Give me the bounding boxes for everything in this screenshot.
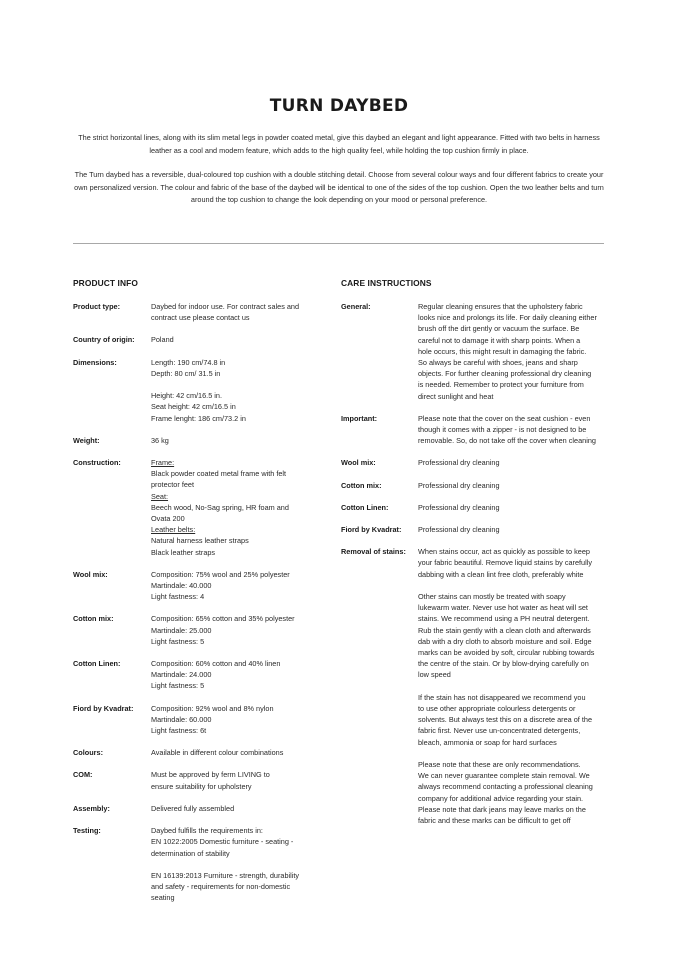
spec-line: Ovata 200 bbox=[151, 514, 185, 524]
spec-row-colours bbox=[73, 747, 323, 758]
page-title: TURN DAYBED bbox=[269, 96, 409, 116]
spec-label: Country of origin: bbox=[73, 335, 135, 345]
spec-label: Colours: bbox=[73, 748, 103, 758]
care-line: solvents. But always test this on a discrete area of the bbox=[418, 715, 592, 725]
spec-row-assembly bbox=[73, 803, 323, 814]
spec-line: Composition: 65% cotton and 35% polyester bbox=[151, 614, 295, 624]
care-paragraph bbox=[418, 759, 611, 826]
spec-label: Fiord by Kvadrat: bbox=[73, 703, 134, 713]
spec-value bbox=[151, 569, 323, 603]
spec-line: Length: 190 cm/74.8 in bbox=[151, 357, 226, 367]
care-line: fabric and these marks can be difficult to get off bbox=[418, 816, 571, 826]
spec-line: determination of stability bbox=[151, 848, 230, 858]
spec-line: Height: 42 cm/16.5 in. bbox=[151, 391, 222, 401]
intro-paragraph-2: The Turn daybed has a reversible, dual-coloured top cushion with a double stitching detail. Choose from several colour ways and four different fabrics to create your own personalized version. The colour and fabric of the base of the daybed will be identical to one of the sides of the top cushion. Open the two leather belts and turn around the top cushion to change the look depending on your mood or personal preference. bbox=[74, 170, 604, 205]
spec-line: Daybed for indoor use. For contract sales and bbox=[151, 302, 300, 311]
spec-line: Must be approved by ferm LIVING to bbox=[151, 770, 270, 780]
spec-line: Black powder coated metal frame with felt bbox=[151, 469, 287, 479]
spec-label: COM: bbox=[73, 770, 93, 780]
spec-value bbox=[151, 703, 323, 737]
spec-value bbox=[151, 357, 323, 424]
frame-subheading: Frame: bbox=[151, 458, 175, 468]
spec-value bbox=[151, 301, 323, 323]
spec-line: 36 kg bbox=[151, 435, 169, 445]
spec-label: Dimensions: bbox=[73, 357, 117, 367]
care-label: Cotton Linen: bbox=[341, 502, 389, 512]
spec-label: Cotton Linen: bbox=[73, 659, 121, 669]
spec-line: seating bbox=[151, 893, 175, 903]
spec-line: Composition: 92% wool and 8% nylon bbox=[151, 703, 274, 713]
seat-subheading: Seat: bbox=[151, 491, 169, 501]
spec-paragraph bbox=[151, 390, 323, 424]
care-line: fabric first. Never use un-concentrated detergents, bbox=[418, 726, 581, 736]
care-line: lukewarm water. Never use hot water as heat will set bbox=[418, 603, 588, 613]
spec-value bbox=[151, 769, 323, 791]
spec-line: Depth: 80 cm/ 31.5 in bbox=[151, 368, 221, 378]
spec-line: Martindale: 25.000 bbox=[151, 625, 212, 635]
care-line: Rub the stain gently with a clean cloth and afterwards bbox=[418, 625, 591, 635]
care-line: the centre of the stain. Or by blow-drying carefully on bbox=[418, 659, 589, 669]
care-label: Removal of stains: bbox=[341, 547, 406, 557]
care-value bbox=[418, 301, 611, 402]
spec-line: Martindale: 40.000 bbox=[151, 581, 212, 591]
spec-line: Light fastness: 6t bbox=[151, 726, 207, 736]
care-line: to use other appropriate colourless detergents or bbox=[418, 704, 576, 714]
care-line: though it comes with a zipper - is not designed to be bbox=[418, 425, 587, 435]
care-line: looks nice and prolongs its life. For daily cleaning either bbox=[418, 313, 597, 323]
care-paragraph bbox=[418, 692, 611, 748]
care-line: marks can be avoided by soft, circular rubbing towards bbox=[418, 648, 595, 658]
care-line: Professional dry cleaning bbox=[418, 525, 500, 535]
care-label: Wool mix: bbox=[341, 458, 376, 468]
care-line: If the stain has not disappeared we recommend you bbox=[418, 692, 586, 702]
care-value bbox=[418, 524, 611, 535]
care-line: So always be careful with shoes, jeans and sharp bbox=[418, 358, 578, 368]
spec-value bbox=[151, 435, 323, 446]
spec-line: and safety - requirements for non-domestic bbox=[151, 882, 291, 892]
care-row-removal-of-stains bbox=[341, 546, 611, 826]
spec-line: ensure suitability for upholstery bbox=[151, 781, 252, 791]
spec-row-wool-mix bbox=[73, 569, 323, 603]
care-line: Professional dry cleaning bbox=[418, 480, 500, 490]
care-line: Please note that these are only recommendations. bbox=[418, 760, 581, 770]
spec-line: Black leather straps bbox=[151, 547, 216, 557]
spec-paragraph bbox=[151, 825, 323, 859]
spec-line: protector feet bbox=[151, 480, 194, 490]
care-instructions-heading: CARE INSTRUCTIONS bbox=[341, 278, 432, 288]
care-line: company for additional advice regarding your stain. bbox=[418, 793, 584, 803]
spec-label: Wool mix: bbox=[73, 569, 108, 579]
care-line: Regular cleaning ensures that the upholstery fabric bbox=[418, 302, 583, 311]
spec-label: Construction: bbox=[73, 458, 121, 468]
spec-row-cotton-linen bbox=[73, 658, 323, 692]
care-label: General: bbox=[341, 302, 371, 311]
care-line: always recommend contacting a professional cleaning bbox=[418, 782, 593, 792]
spec-paragraph bbox=[151, 870, 323, 904]
product-info-section bbox=[73, 278, 323, 915]
spec-line: Daybed fulfills the requirements in: bbox=[151, 826, 263, 836]
care-row-cotton-mix bbox=[341, 480, 611, 491]
care-value bbox=[418, 546, 611, 826]
care-line: When stains occur, act as quickly as possible to keep bbox=[418, 547, 590, 557]
spec-line: Composition: 60% cotton and 40% linen bbox=[151, 659, 281, 669]
care-row-important bbox=[341, 413, 611, 447]
care-row-general bbox=[341, 301, 611, 402]
care-label: Fiord by Kvadrat: bbox=[341, 525, 402, 535]
care-line: bleach, ammonia or soap for hard surfaces bbox=[418, 737, 557, 747]
care-line: is needed. Remember to protect your furniture from bbox=[418, 380, 584, 390]
care-line: stains. We recommend using a PH neutral detergent. bbox=[418, 614, 590, 624]
care-line: Professional dry cleaning bbox=[418, 458, 500, 468]
care-label: Important: bbox=[341, 413, 378, 423]
care-line: We can never guarantee complete stain removal. We bbox=[418, 771, 590, 781]
spec-line: Light fastness: 5 bbox=[151, 636, 205, 646]
spec-label: Testing: bbox=[73, 826, 101, 836]
spec-line: contract use please contact us bbox=[151, 313, 250, 323]
intro-paragraph-1: The strict horizontal lines, along with its slim metal legs in powder coated metal, give this daybed an elegant and light appearance. Fitted with two belts in harness leather as a cool and modern feature, which adds to the high quality feel, while holding the top cushion firmly in place. bbox=[78, 133, 600, 155]
care-line: brush off the dirt gently or vacuum the surface. Be bbox=[418, 324, 580, 334]
spec-row-weight bbox=[73, 435, 323, 446]
spec-line: Martindale: 24.000 bbox=[151, 670, 212, 680]
spec-line: Beech wood, No-Sag spring, HR foam and bbox=[151, 502, 289, 512]
spec-row-country-of-origin bbox=[73, 334, 323, 345]
care-line: Please note that dark jeans may leave marks on the bbox=[418, 804, 586, 814]
spec-line: Delivered fully assembled bbox=[151, 803, 235, 813]
care-row-cotton-linen bbox=[341, 502, 611, 513]
spec-line: EN 16139:2013 Furniture - strength, durability bbox=[151, 870, 300, 880]
care-label: Cotton mix: bbox=[341, 480, 382, 490]
care-line: dabbing with a clean lint free cloth, preferably white bbox=[418, 569, 584, 579]
care-line: removable. So, do not take off the cover when cleaning bbox=[418, 436, 596, 446]
spec-row-com bbox=[73, 769, 323, 791]
spec-line: Composition: 75% wool and 25% polyester bbox=[151, 569, 290, 579]
care-line: Professional dry cleaning bbox=[418, 502, 500, 512]
spec-value bbox=[151, 747, 323, 758]
spec-line: Light fastness: 4 bbox=[151, 592, 205, 602]
spec-value bbox=[151, 803, 323, 814]
care-line: objects. For further cleaning professional dry cleaning bbox=[418, 369, 592, 379]
spec-row-product-type bbox=[73, 301, 323, 323]
care-line: low speed bbox=[418, 670, 451, 680]
care-line: Please note that the cover on the seat cushion - even bbox=[418, 413, 591, 423]
spec-label: Product type: bbox=[73, 302, 121, 311]
care-row-wool-mix bbox=[341, 457, 611, 468]
care-paragraph bbox=[418, 546, 611, 580]
spec-label: Weight: bbox=[73, 435, 100, 445]
spec-value bbox=[151, 613, 323, 647]
care-value bbox=[418, 413, 611, 447]
spec-value bbox=[151, 658, 323, 692]
care-value bbox=[418, 457, 611, 468]
spec-paragraph bbox=[151, 357, 323, 379]
care-line: Other stains can mostly be treated with soapy bbox=[418, 592, 566, 602]
leather-belts-subheading: Leather belts: bbox=[151, 525, 196, 535]
care-paragraph bbox=[418, 591, 611, 681]
section-divider bbox=[73, 243, 604, 244]
product-info-heading: PRODUCT INFO bbox=[73, 278, 138, 288]
spec-row-cotton-mix bbox=[73, 613, 323, 647]
spec-label: Cotton mix: bbox=[73, 614, 114, 624]
spec-line: Seat height: 42 cm/16.5 in bbox=[151, 402, 236, 412]
spec-line: Natural harness leather straps bbox=[151, 536, 249, 546]
spec-value bbox=[151, 825, 323, 903]
spec-line: Martindale: 60.000 bbox=[151, 714, 212, 724]
spec-line: Available in different colour combinations bbox=[151, 748, 284, 758]
care-line: hole occurs, this might result in damaging the fabric. bbox=[418, 346, 587, 356]
spec-line: Light fastness: 5 bbox=[151, 681, 205, 691]
care-row-fiord-by-kvadrat bbox=[341, 524, 611, 535]
spec-line: Frame lenght: 186 cm/73.2 in bbox=[151, 413, 246, 423]
spec-row-dimensions bbox=[73, 357, 323, 424]
spec-row-construction bbox=[73, 457, 323, 558]
spec-label: Assembly: bbox=[73, 803, 110, 813]
care-line: your fabric beautiful. Remove liquid stains by carefully bbox=[418, 558, 592, 568]
spec-line: EN 1022:2005 Domestic furniture - seating - bbox=[151, 837, 294, 847]
spec-line: Poland bbox=[151, 335, 174, 345]
care-value bbox=[418, 480, 611, 491]
spec-value bbox=[151, 457, 323, 558]
care-value bbox=[418, 502, 611, 513]
care-instructions-section bbox=[341, 278, 611, 837]
spec-value bbox=[151, 334, 323, 345]
care-line: dab with a dry cloth to absorb moisture and soil. Edge bbox=[418, 636, 592, 646]
spec-row-fiord-by-kvadrat bbox=[73, 703, 323, 737]
spec-row-testing bbox=[73, 825, 323, 903]
care-line: direct sunlight and heat bbox=[418, 391, 494, 401]
care-line: careful not to damage it with sharp points. When a bbox=[418, 335, 581, 345]
